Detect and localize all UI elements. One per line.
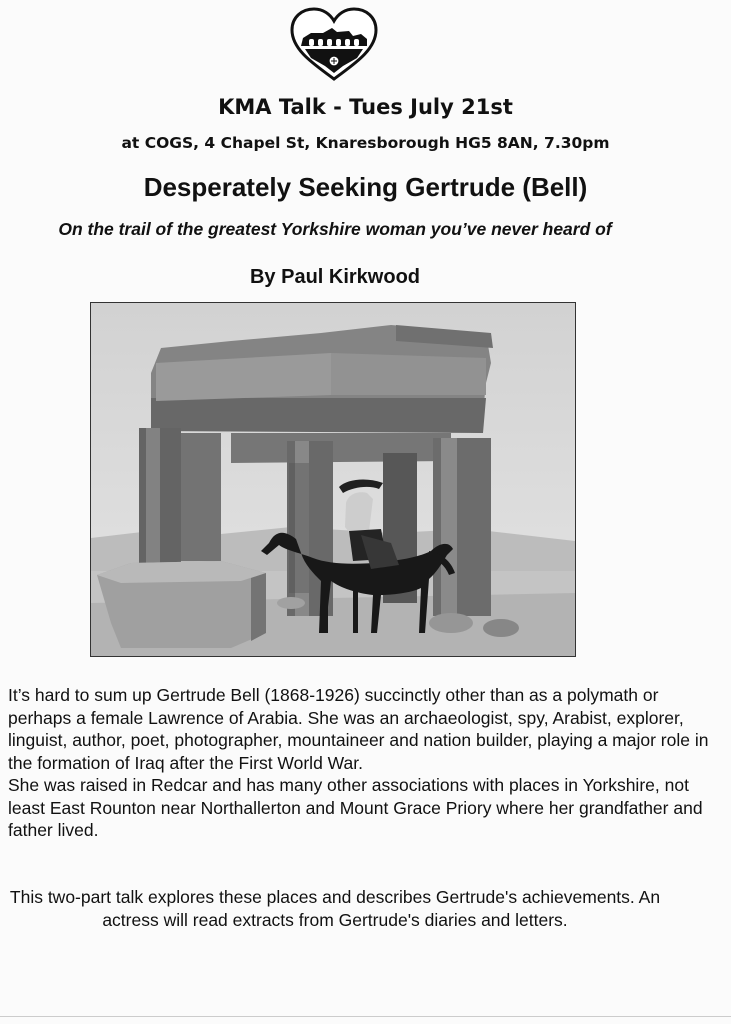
body-paragraph-1: [8, 684, 723, 842]
redcar-text: She was raised in Redcar and has many other associations with places in Yorkshire, not least East Rounton near Northallerton and Mount Grace Priory where her grandfather and father lived.: [8, 775, 703, 840]
talk-title: Desperately Seeking Gertrude (Bell): [143, 172, 588, 202]
heart-logo-icon: [287, 6, 381, 82]
page-edge-line: [0, 1016, 731, 1017]
body-paragraph-2: This two-part talk explores these places and describes Gertrude's achievements. An actress will read extracts from Gertrude's diaries and letters.: [9, 887, 661, 930]
speaker-byline: By Paul Kirkwood: [249, 266, 421, 288]
talk-subtitle: On the trail of the greatest Yorkshire woman you’ve never heard of: [58, 219, 612, 239]
event-heading: KMA Talk - Tues July 21st: [218, 95, 513, 119]
photo-ruins-horse-rider: [90, 302, 576, 657]
venue-line: at COGS, 4 Chapel St, Knaresborough HG5 8AN, 7.30pm: [121, 134, 610, 152]
intro-text: It’s hard to sum up Gertrude Bell (1868-1926) succinctly other than as a polymath or perhaps a female Lawrence of Arabia. She was an archaeologist, spy, Arabist, explorer, linguist, author, poet, photographer, mountaineer and nation builder, playing a major role in the formation of Iraq after the First World War.: [8, 685, 709, 773]
